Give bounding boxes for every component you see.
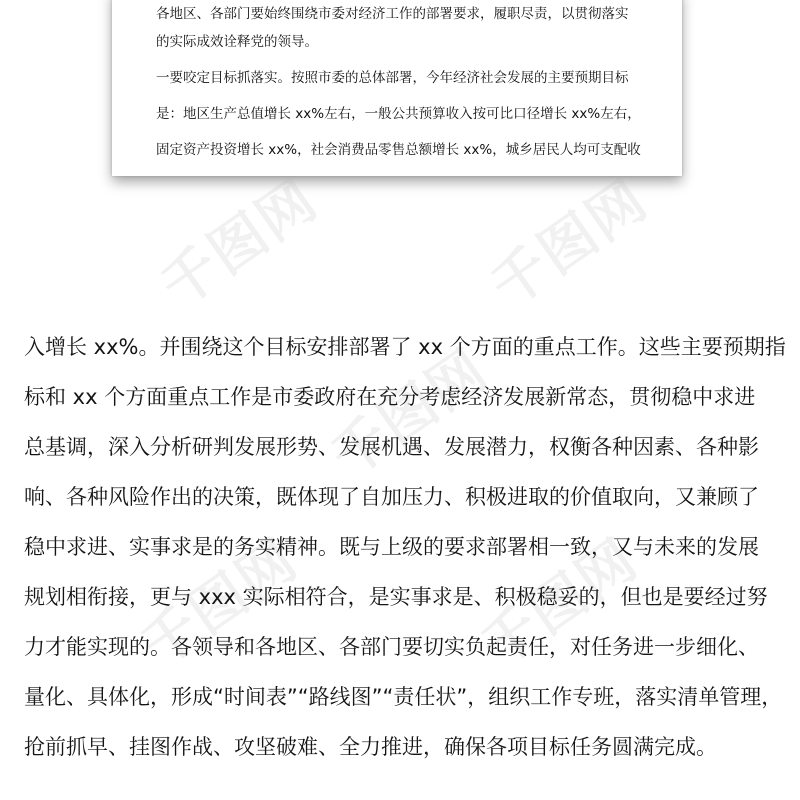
preview-line-2: 的实际成效诠释党的领导。 [156, 34, 318, 50]
preview-line-1: 各地区、各部门要始终围绕市委对经济工作的部署要求，履职尽责，以贯彻落实 [156, 6, 629, 22]
watermark-logo: 千图网 [149, 167, 330, 321]
preview-line-3: 一要咬定目标抓落实。按照市委的总体部署，今年经济社会发展的主要预期目标 [156, 70, 629, 86]
watermark-logo: 千图网 [129, 527, 310, 681]
body-line: 力才能实现的。各领导和各地区、各部门要切实负起责任，对任务进一步细化、 [24, 635, 759, 659]
body-line: 标和 xx 个方面重点工作是市委政府在充分考虑经济发展新常态，贯彻稳中求进 [24, 385, 756, 409]
body-line: 响、各种风险作出的决策，既体现了自加压力、积极进取的价值取向，又兼顾了 [24, 485, 759, 509]
preview-line-4: 是：地区生产总值增长 xx%左右，一般公共预算收入按可比口径增长 xx%左右， [156, 106, 641, 122]
watermark-logo: 千图网 [479, 167, 660, 321]
watermark-logo: 千图网 [319, 337, 500, 491]
body-line: 规划相衔接，更与 xxx 实际相符合，是实事求是、积极稳妥的，但也是要经过努 [24, 585, 768, 609]
document-page-preview [112, 0, 682, 176]
body-line: 稳中求进、实事求是的务实精神。既与上级的要求部署相一致，又与未来的发展 [24, 535, 759, 559]
watermark-logo: 千图网 [469, 527, 650, 681]
body-line: 总基调，深入分析研判发展形势、发展机遇、发展潜力，权衡各种因素、各种影 [24, 435, 759, 459]
body-line: 量化、具体化，形成“时间表”“路线图”“责任状”，组织工作专班，落实清单管理， [24, 685, 783, 709]
body-line: 抢前抓早、挂图作战、攻坚破难、全力推进，确保各项目标任务圆满完成。 [24, 735, 717, 759]
body-line: 入增长 xx%。并围绕这个目标安排部署了 xx 个方面的重点工作。这些主要预期指 [24, 335, 786, 359]
document-body [24, 326, 784, 776]
preview-line-5: 固定资产投资增长 xx%，社会消费品零售总额增长 xx%，城乡居民人均可支配收 [156, 142, 641, 158]
